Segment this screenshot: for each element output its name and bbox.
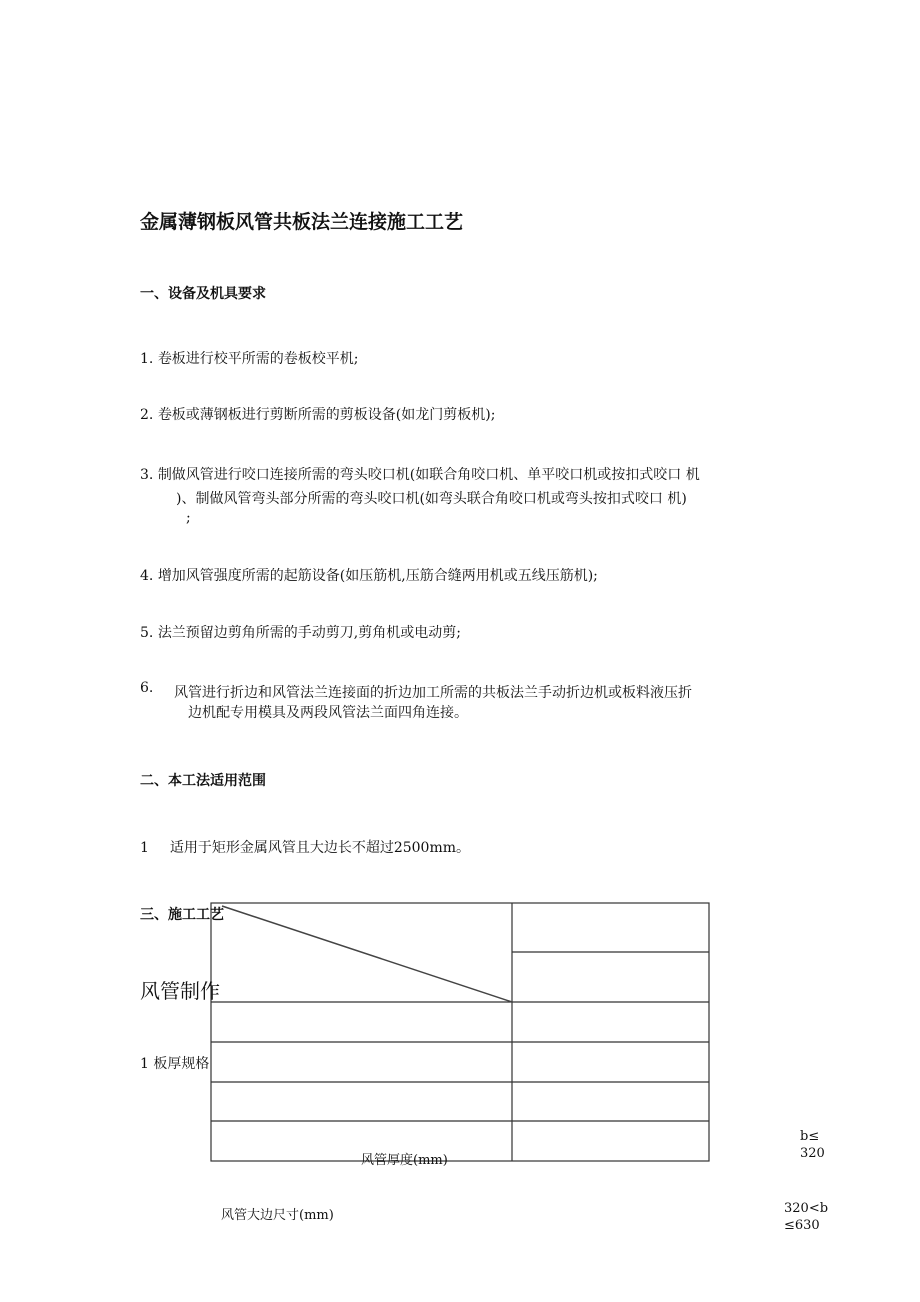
item-text: 增加风管强度所需的起筋设备(如压筋机,压筋合缝两用机或五线压筋机);	[157, 568, 598, 584]
range-label: ≤630	[784, 1218, 820, 1233]
item-text-continued: 边机配专用模具及两段风管法兰面四角连接。	[188, 705, 468, 721]
item-number: 1	[140, 840, 149, 856]
item-text: 制做风管进行咬口连接所需的弯头咬口机(如联合角咬口机、单平咬口机或按扣式咬口 机	[157, 467, 700, 483]
table-border	[211, 903, 709, 1161]
item-text-continued: ;	[186, 510, 191, 526]
subsection-heading: 风管制作	[140, 979, 220, 1003]
range-label: 320	[800, 1146, 825, 1161]
item-number: 4.	[140, 568, 154, 584]
table-row-label: 风管大边尺寸(mm)	[221, 1208, 334, 1223]
range-label: 320<b	[784, 1201, 829, 1216]
section2-heading: 二、本工法适用范围	[140, 773, 266, 789]
range-label: b≤	[800, 1129, 820, 1144]
item-number: 3.	[140, 467, 154, 483]
section3-heading: 三、施工工艺	[140, 907, 224, 923]
item-number: 1.	[140, 351, 154, 367]
item-number: 6.	[140, 680, 154, 696]
item-number: 2.	[140, 407, 154, 423]
section1-heading: 一、设备及机具要求	[140, 286, 266, 302]
item-text: 卷板或薄钢板进行剪断所需的剪板设备(如龙门剪板机);	[157, 407, 496, 423]
item-text-continued: )、制做风管弯头部分所需的弯头咬口机(如弯头联合角咬口机或弯头按扣式咬口 机)	[176, 491, 687, 507]
table-diagonal-line	[222, 906, 512, 1002]
subsection-item: 1 板厚规格	[140, 1056, 210, 1072]
table-column-label: 风管厚度(mm)	[361, 1153, 448, 1168]
document-title: 金属薄钢板风管共板法兰连接施工工艺	[140, 211, 464, 233]
item-text: 适用于矩形金属风管且大边长不超过2500mm。	[169, 840, 471, 856]
item-text: 法兰预留边剪角所需的手动剪刀,剪角机或电动剪;	[157, 625, 461, 641]
item-text: 风管进行折边和风管法兰连接面的折边加工所需的共板法兰手动折边机或板料液压折	[174, 685, 692, 701]
item-text: 卷板进行校平所需的卷板校平机;	[157, 351, 359, 367]
item-number: 5.	[140, 625, 154, 641]
